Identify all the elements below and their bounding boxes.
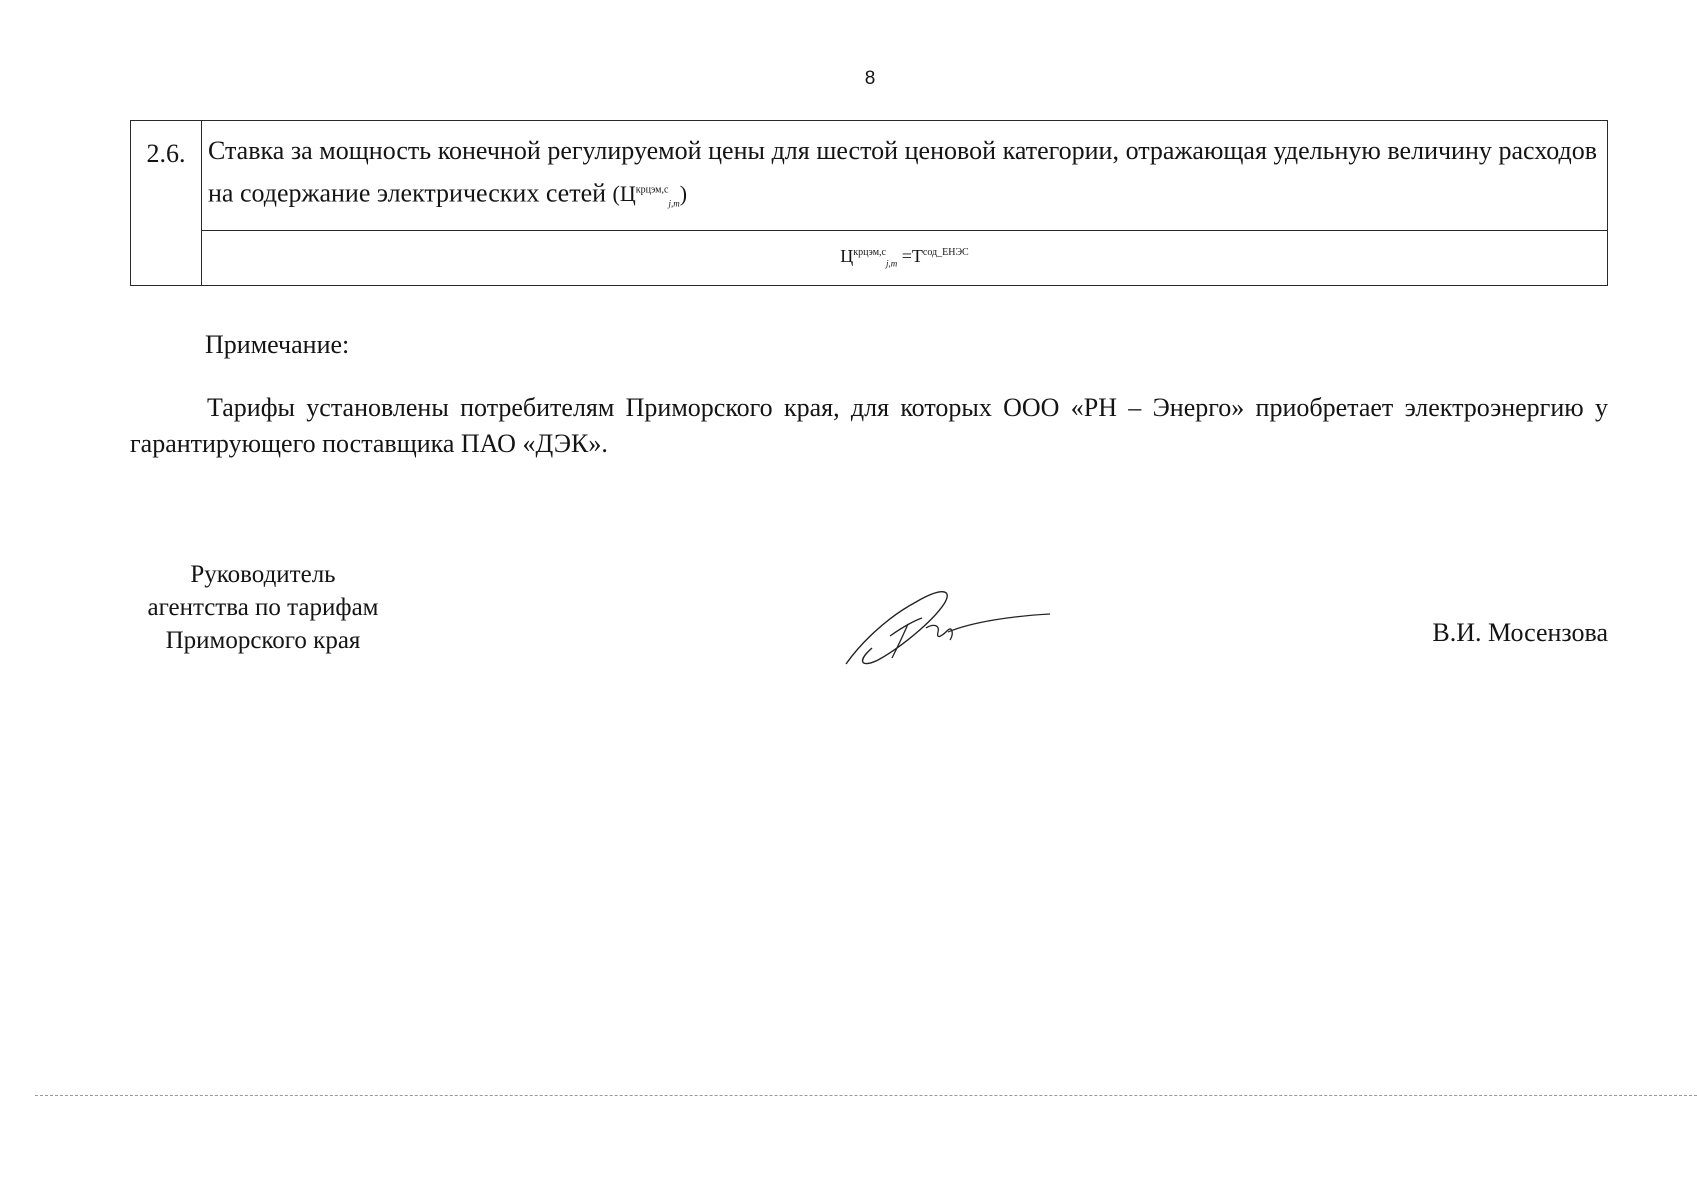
position-line: Руководитель xyxy=(190,561,336,588)
price-symbol: $(Ц^{крцэм,с}_{j,m})$ xyxy=(612,181,688,209)
row-description xyxy=(202,121,1608,231)
note-label: Примечание: xyxy=(205,330,350,359)
page-number: 8 xyxy=(864,68,876,89)
table-row xyxy=(131,121,1608,231)
handwritten-signature xyxy=(842,578,1052,670)
tariff-table xyxy=(130,120,1608,286)
position-line: агентства по тарифам xyxy=(147,594,379,621)
note-text: Тарифы установлены потребителям Приморского края, для которых ООО «РН – Энерго» приобретает электроэнергию у гарантирующего поставщика ПАО «ДЭК». xyxy=(130,393,1608,458)
table-row xyxy=(131,230,1608,285)
signer-name: В.И. Мосензова xyxy=(1432,618,1608,647)
scan-fold-line xyxy=(35,1095,1697,1096)
description-text: Ставка за мощность конечной регулируемой цены для шестой ценовой категории, отражающая удельную величину расходов на содержание электрических сетей xyxy=(208,136,1597,208)
row-number: 2.6. xyxy=(131,121,202,286)
formula: $Ц^{крцэм,с}_{j,m} =Т^{сод\_ЕНЭС}$ xyxy=(840,246,969,270)
formula-cell xyxy=(202,230,1608,285)
position-line: Приморского края xyxy=(165,627,361,654)
signer-position xyxy=(130,558,396,657)
